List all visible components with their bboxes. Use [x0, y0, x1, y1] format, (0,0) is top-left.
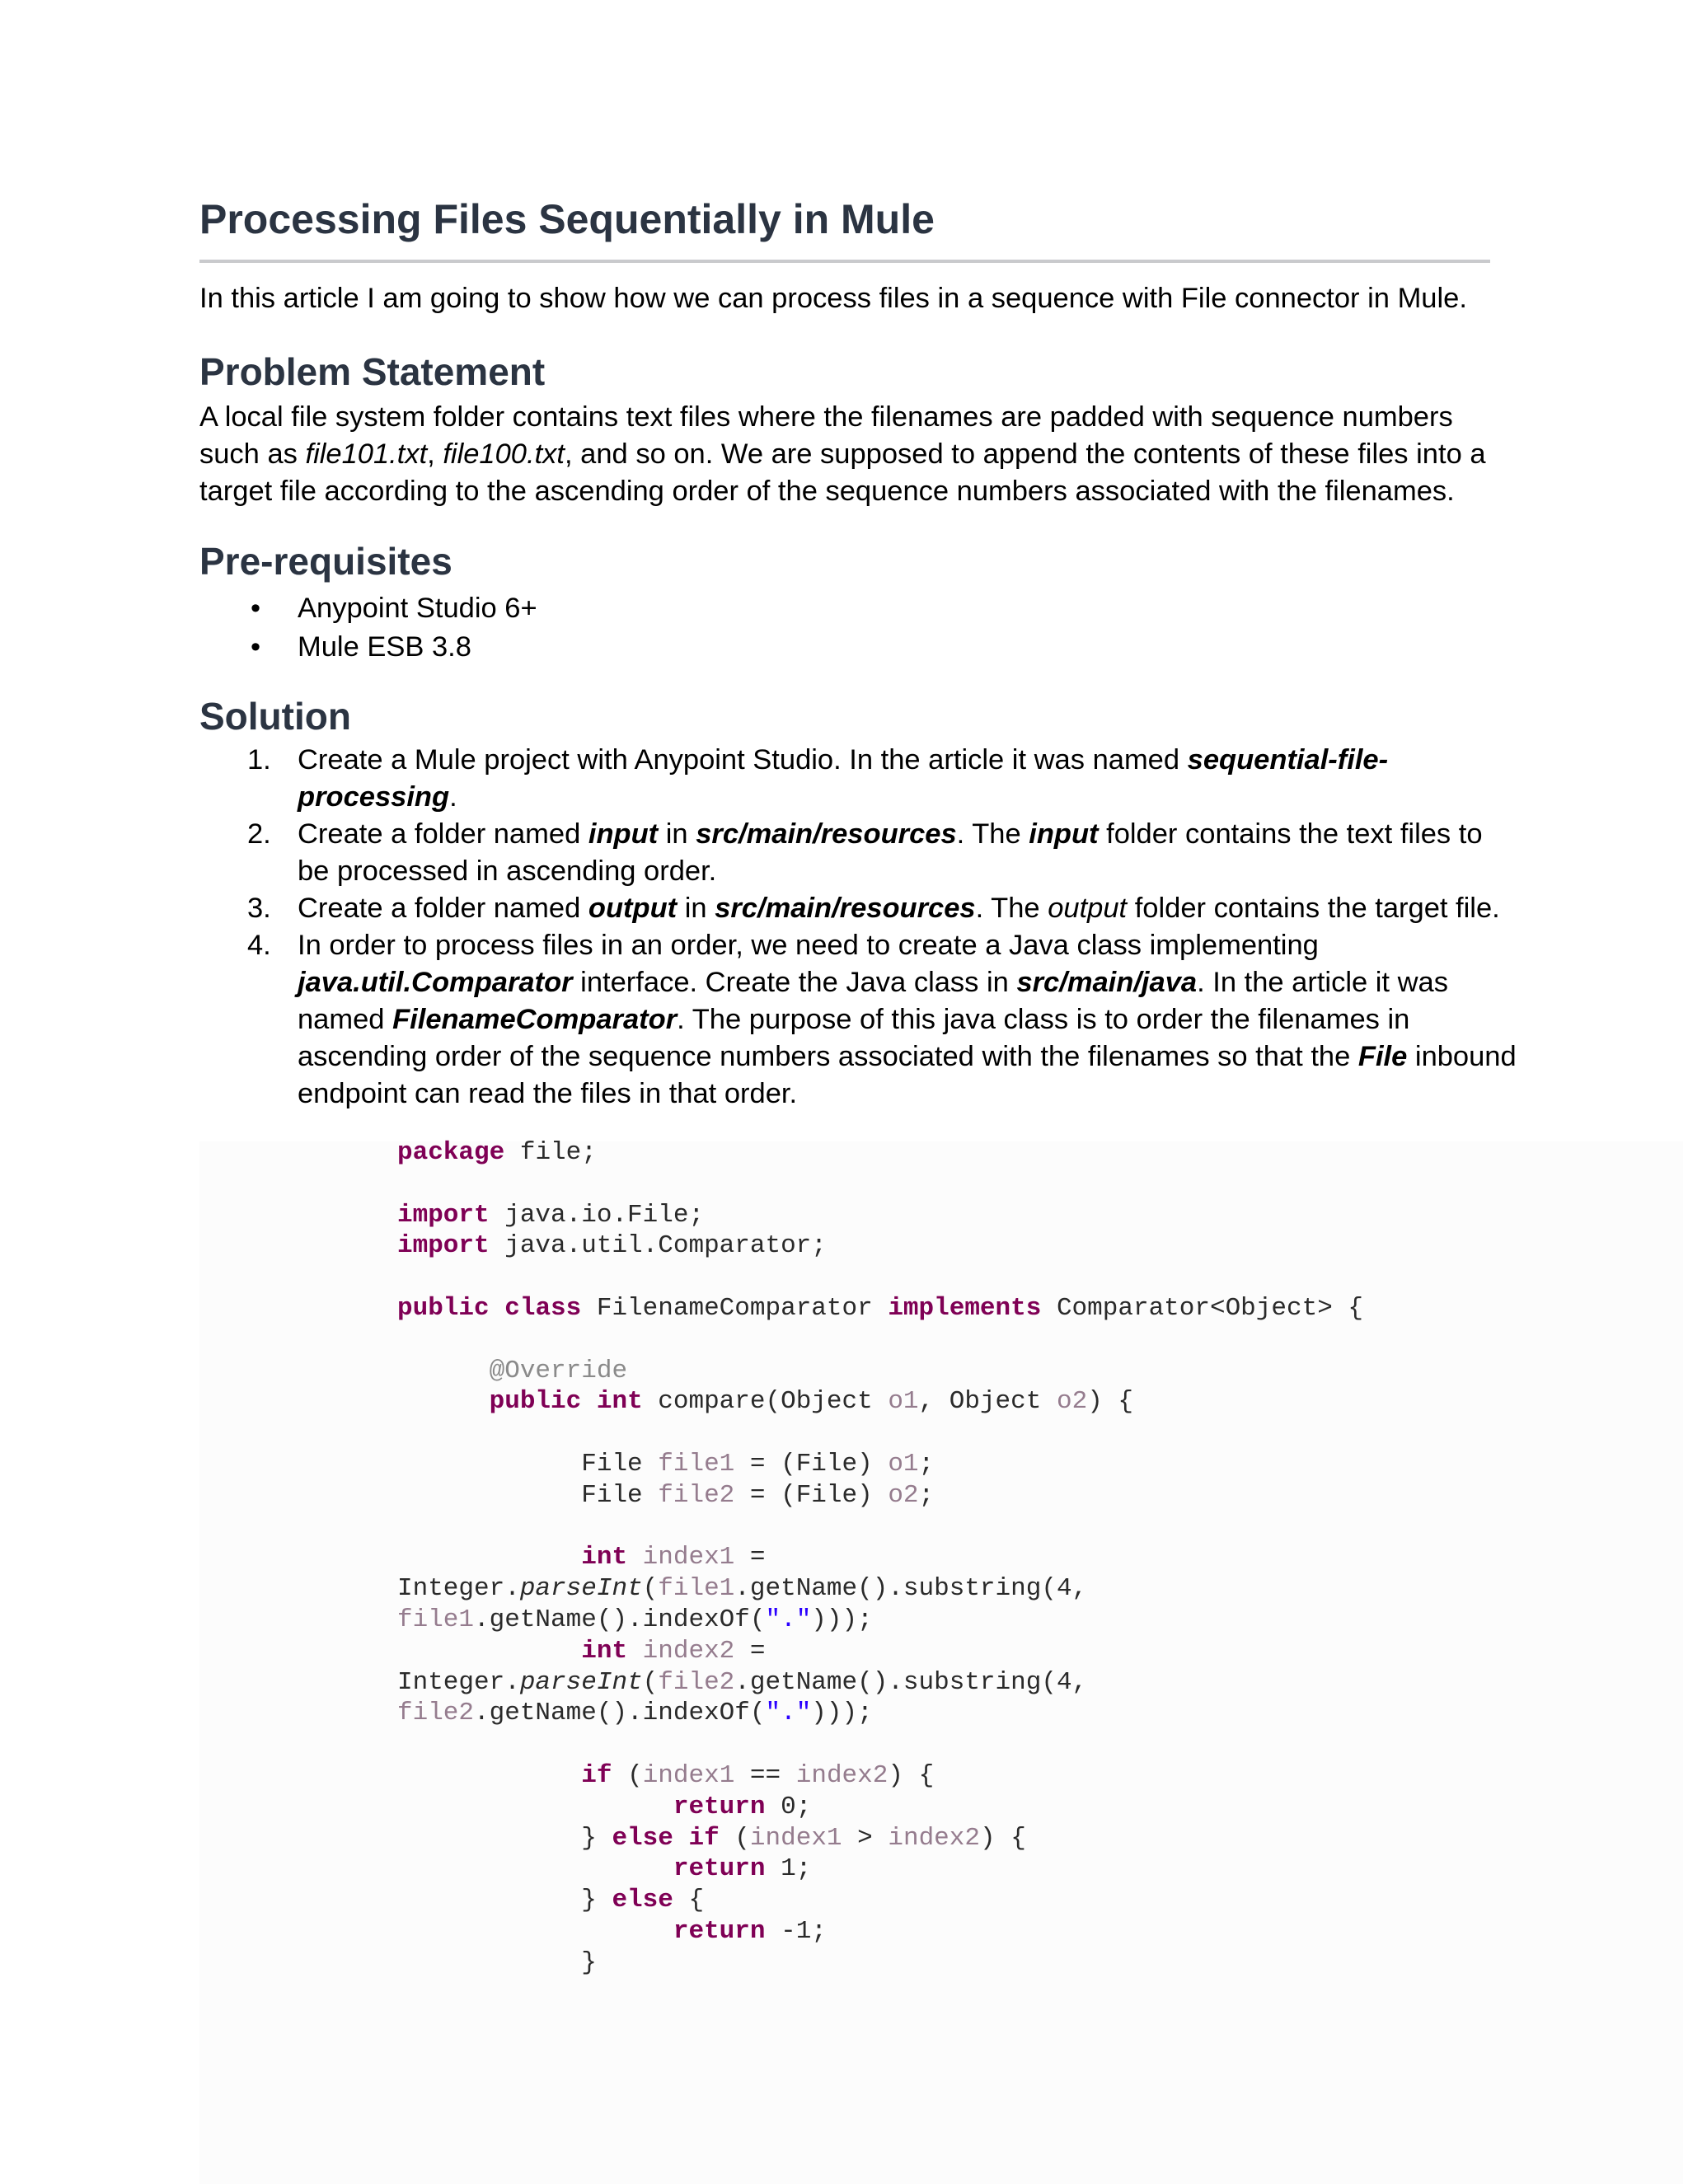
- code-token: }: [397, 1823, 612, 1853]
- code-token: [397, 1917, 673, 1946]
- code-token: (: [642, 1574, 659, 1604]
- code-line: [397, 1230, 1363, 1262]
- code-token: ".": [765, 1605, 812, 1634]
- code-token: parseInt: [519, 1667, 643, 1697]
- code-token: [673, 1824, 689, 1853]
- code-token: index2: [795, 1760, 889, 1790]
- code-line: [397, 1293, 1363, 1324]
- text-segment: Create a folder named: [298, 818, 588, 850]
- text-segment: src/main/resources: [696, 818, 957, 850]
- code-token: )));: [811, 1605, 873, 1634]
- code-line: [397, 1792, 1363, 1823]
- code-token: o1: [888, 1387, 919, 1417]
- code-line: [397, 1356, 1363, 1387]
- code-token: implements: [888, 1293, 1042, 1323]
- code-line: [397, 1511, 1363, 1543]
- code-token: ) {: [888, 1760, 935, 1790]
- text-segment: output: [588, 893, 678, 924]
- code-line: [397, 1947, 1363, 1979]
- code-token: o1: [888, 1449, 919, 1479]
- code-token: index1: [642, 1760, 735, 1790]
- code-token: index1: [749, 1823, 842, 1853]
- prerequisites-heading: Pre-requisites: [199, 540, 452, 583]
- problem-heading: Problem Statement: [199, 350, 546, 393]
- code-line: [397, 1324, 1363, 1356]
- code-token: int: [581, 1636, 628, 1666]
- code-token: [627, 1543, 643, 1572]
- code-token: file;: [504, 1138, 597, 1167]
- code-token: java.util.Comparator;: [489, 1231, 827, 1261]
- code-line: [397, 1760, 1363, 1792]
- code-line: [397, 1169, 1363, 1200]
- code-line: [397, 1480, 1363, 1511]
- code-token: package: [397, 1138, 505, 1167]
- code-token: class: [504, 1293, 582, 1323]
- prerequisites-list: [199, 589, 537, 667]
- code-line: [397, 1729, 1363, 1760]
- code-token: [397, 1637, 581, 1666]
- code-token: ) {: [1087, 1387, 1134, 1417]
- code-block: [397, 1137, 1363, 1979]
- code-line: [397, 1137, 1363, 1169]
- code-line: [397, 1885, 1363, 1916]
- code-token: [397, 1543, 581, 1572]
- code-token: FilenameComparator: [581, 1293, 889, 1323]
- text-segment: folder contains the text files to be processed in ascending order.: [298, 818, 1483, 887]
- code-token: [397, 1387, 490, 1416]
- code-token: if: [688, 1823, 720, 1853]
- code-token: return: [673, 1792, 766, 1821]
- code-token: else: [612, 1823, 673, 1853]
- code-token: (: [719, 1823, 750, 1853]
- code-line: [397, 1854, 1363, 1885]
- code-token: >: [842, 1823, 889, 1853]
- code-token: file1: [658, 1449, 735, 1479]
- list-item-text: Mule ESB 3.8: [298, 631, 471, 663]
- list-item: [199, 589, 537, 628]
- text-segment: Create a folder named: [298, 893, 588, 924]
- code-token: Integer.: [397, 1574, 520, 1604]
- code-token: parseInt: [519, 1574, 643, 1604]
- code-token: [397, 1761, 581, 1790]
- list-item: [199, 927, 1518, 1113]
- text-segment: src/main/java: [1016, 967, 1198, 998]
- code-token: @Override: [489, 1356, 628, 1385]
- code-line: [397, 1698, 1363, 1729]
- text-segment: Create a Mule project with Anypoint Studio. In the article it was named: [298, 744, 1188, 776]
- step-number: 2.: [247, 818, 271, 850]
- list-item: [199, 742, 1518, 816]
- bullet-icon: •: [251, 593, 261, 624]
- code-token: ".": [765, 1699, 812, 1728]
- code-token: import: [397, 1231, 490, 1261]
- code-token: file2: [397, 1699, 475, 1728]
- code-line: [397, 1823, 1363, 1854]
- problem-paragraph: [199, 399, 1502, 510]
- code-token: (: [642, 1667, 659, 1697]
- list-item: [199, 816, 1518, 890]
- code-token: o2: [1056, 1387, 1088, 1417]
- code-token: else: [612, 1886, 673, 1915]
- code-token: =: [734, 1543, 766, 1572]
- code-token: [397, 1793, 673, 1821]
- text-segment: output: [1048, 893, 1128, 924]
- code-token: File: [397, 1480, 659, 1510]
- code-token: file1: [397, 1605, 475, 1634]
- text-segment: file100.txt: [443, 438, 565, 470]
- text-segment: FilenameComparator: [392, 1004, 678, 1035]
- text-segment: File: [1357, 1041, 1408, 1072]
- code-token: = (File): [734, 1449, 889, 1479]
- step-number: 3.: [247, 893, 271, 924]
- code-token: public: [397, 1293, 490, 1323]
- step-number: 4.: [247, 930, 271, 961]
- text-segment: in: [658, 818, 696, 850]
- code-token: ==: [734, 1760, 796, 1790]
- code-line: [397, 1449, 1363, 1480]
- code-line: [397, 1542, 1363, 1573]
- code-token: , Object: [918, 1387, 1057, 1417]
- code-token: =: [734, 1636, 766, 1666]
- bullet-icon: •: [251, 631, 261, 663]
- step-number: 1.: [247, 744, 271, 776]
- code-token: [490, 1294, 505, 1323]
- code-line: [397, 1916, 1363, 1947]
- code-token: int: [596, 1387, 643, 1417]
- code-token: File: [397, 1449, 659, 1479]
- code-token: index2: [642, 1636, 735, 1666]
- code-line: [397, 1262, 1363, 1293]
- text-segment: in: [677, 893, 715, 924]
- code-token: 0;: [765, 1792, 812, 1821]
- code-line: [397, 1636, 1363, 1667]
- code-token: o2: [888, 1480, 919, 1510]
- code-token: Integer.: [397, 1667, 520, 1697]
- code-token: .getName().substring(4,: [734, 1667, 1088, 1697]
- code-token: public: [489, 1387, 582, 1417]
- code-token: -1;: [765, 1916, 827, 1946]
- code-token: = (File): [734, 1480, 889, 1510]
- text-segment: interface. Create the Java class in: [572, 967, 1017, 998]
- text-segment: A local file system folder contains text files where the filenames are padded with sequence numbers such as: [199, 401, 1453, 470]
- code-token: ;: [918, 1449, 935, 1479]
- text-segment: sequential-file-processing: [298, 744, 1389, 813]
- code-token: }: [397, 1947, 597, 1977]
- list-item: [199, 628, 537, 667]
- code-token: )));: [811, 1699, 873, 1728]
- code-line: [397, 1605, 1363, 1636]
- code-token: return: [673, 1916, 766, 1946]
- text-segment: In order to process files in an order, we need to create a Java class implementing: [298, 930, 1319, 961]
- code-token: import: [397, 1200, 490, 1230]
- code-token: Comparator<Object> {: [1041, 1293, 1364, 1323]
- solution-steps: [199, 742, 1518, 1113]
- code-token: index1: [642, 1543, 735, 1572]
- code-token: int: [581, 1543, 628, 1572]
- code-token: file1: [658, 1574, 735, 1604]
- code-line: [397, 1386, 1363, 1418]
- list-item: [199, 890, 1518, 927]
- solution-heading: Solution: [199, 695, 351, 738]
- code-token: index2: [888, 1823, 980, 1853]
- text-segment: file101.txt: [305, 438, 428, 470]
- code-token: java.io.File;: [489, 1200, 705, 1230]
- list-item-text: Anypoint Studio 6+: [298, 593, 537, 624]
- code-token: [627, 1637, 643, 1666]
- code-token: [397, 1854, 673, 1883]
- code-token: file2: [658, 1480, 735, 1510]
- page-title: Processing Files Sequentially in Mule: [199, 196, 935, 242]
- code-token: ) {: [979, 1823, 1026, 1853]
- code-token: if: [581, 1760, 612, 1790]
- code-token: 1;: [765, 1854, 812, 1884]
- text-segment: . The: [956, 818, 1029, 850]
- code-token: file2: [658, 1667, 735, 1697]
- text-segment: input: [1029, 818, 1099, 850]
- code-token: ;: [918, 1480, 935, 1510]
- code-line: [397, 1667, 1363, 1699]
- intro-paragraph: In this article I am going to show how we can process files in a sequence with File connector in Mule.: [199, 283, 1467, 314]
- text-segment: . In the article it was named: [298, 967, 1448, 1035]
- title-divider: [199, 260, 1490, 263]
- text-segment: input: [588, 818, 659, 850]
- text-segment: folder contains the target file.: [1127, 893, 1500, 924]
- text-segment: src/main/resources: [715, 893, 976, 924]
- text-segment: .: [449, 781, 457, 813]
- code-line: [397, 1573, 1363, 1605]
- code-token: .getName().substring(4,: [734, 1574, 1088, 1604]
- code-token: [397, 1357, 490, 1385]
- code-token: {: [673, 1886, 705, 1915]
- code-token: .getName().indexOf(: [474, 1699, 766, 1728]
- code-token: [581, 1387, 597, 1416]
- code-token: .getName().indexOf(: [474, 1605, 766, 1634]
- text-segment: java.util.Comparator: [298, 967, 573, 998]
- text-segment: . The purpose of this java class is to order the filenames in ascending order of the sequence numbers associated with the filenames so that the: [298, 1004, 1410, 1072]
- text-segment: inbound endpoint can read the files in that order.: [298, 1041, 1517, 1109]
- text-segment: , and so on. We are supposed to append the contents of these files into a target file according to the ascending order of the sequence numbers associated with the filenames.: [199, 438, 1486, 507]
- code-line: [397, 1418, 1363, 1449]
- text-segment: . The: [975, 893, 1048, 924]
- code-token: compare(Object: [642, 1387, 889, 1417]
- code-token: (: [612, 1760, 643, 1790]
- code-token: }: [397, 1886, 612, 1915]
- code-line: [397, 1200, 1363, 1231]
- code-token: return: [673, 1854, 766, 1884]
- text-segment: ,: [427, 438, 443, 470]
